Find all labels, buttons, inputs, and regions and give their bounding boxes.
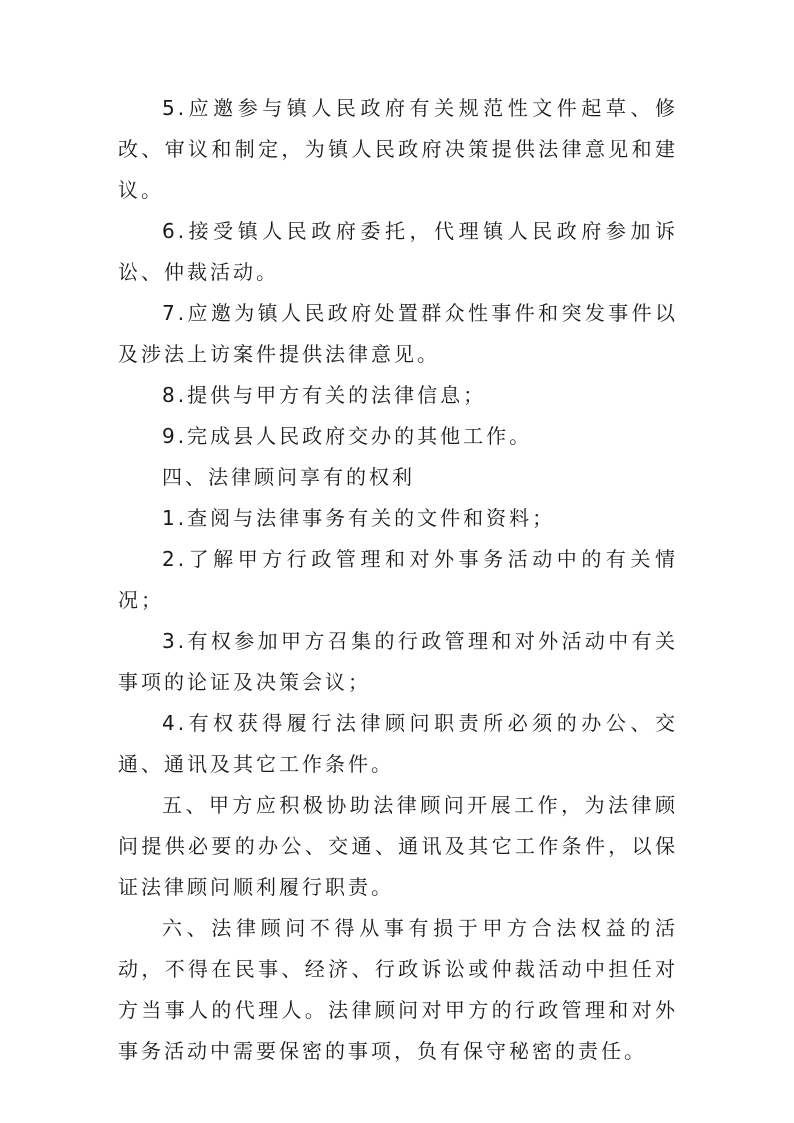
paragraph-item-6: 6.接受镇人民政府委托，代理镇人民政府参加诉讼、仲裁活动。	[118, 219, 678, 284]
rights-item-1: 1.查阅与法律事务有关的文件和资料；	[162, 506, 556, 530]
rights-item-4: 4.有权获得履行法律顾问职责所必须的办公、交通、通讯及其它工作条件。	[118, 711, 678, 776]
section-six-paragraph: 六、法律顾问不得从事有损于甲方合法权益的活动，不得在民事、经济、行政诉讼或仲裁活动中担任对方当事人的代理人。法律顾问对甲方的行政管理和对外事务活动中需要保密的事项，负有保守秘密的责任。	[118, 916, 678, 1063]
paragraph-item-9: 9.完成县人民政府交办的其他工作。	[162, 424, 533, 448]
paragraph-item-8: 8.提供与甲方有关的法律信息；	[162, 383, 487, 407]
section-five-paragraph: 五、甲方应积极协助法律顾问开展工作，为法律顾问提供必要的办公、交通、通讯及其它工作条件，以保证法律顾问顺利履行职责。	[118, 793, 678, 899]
paragraph-item-5: 5.应邀参与镇人民政府有关规范性文件起草、修改、审议和制定，为镇人民政府决策提供法律意见和建议。	[118, 96, 678, 202]
rights-item-2: 2.了解甲方行政管理和对外事务活动中的有关情况；	[118, 547, 678, 612]
rights-item-3: 3.有权参加甲方召集的行政管理和对外活动中有关事项的论证及决策会议；	[118, 629, 678, 694]
paragraph-item-7: 7.应邀为镇人民政府处置群众性事件和突发事件以及涉法上访案件提供法律意见。	[118, 301, 678, 366]
section-heading-rights: 四、法律顾问享有的权利	[162, 465, 415, 489]
document-body	[118, 88, 678, 1072]
